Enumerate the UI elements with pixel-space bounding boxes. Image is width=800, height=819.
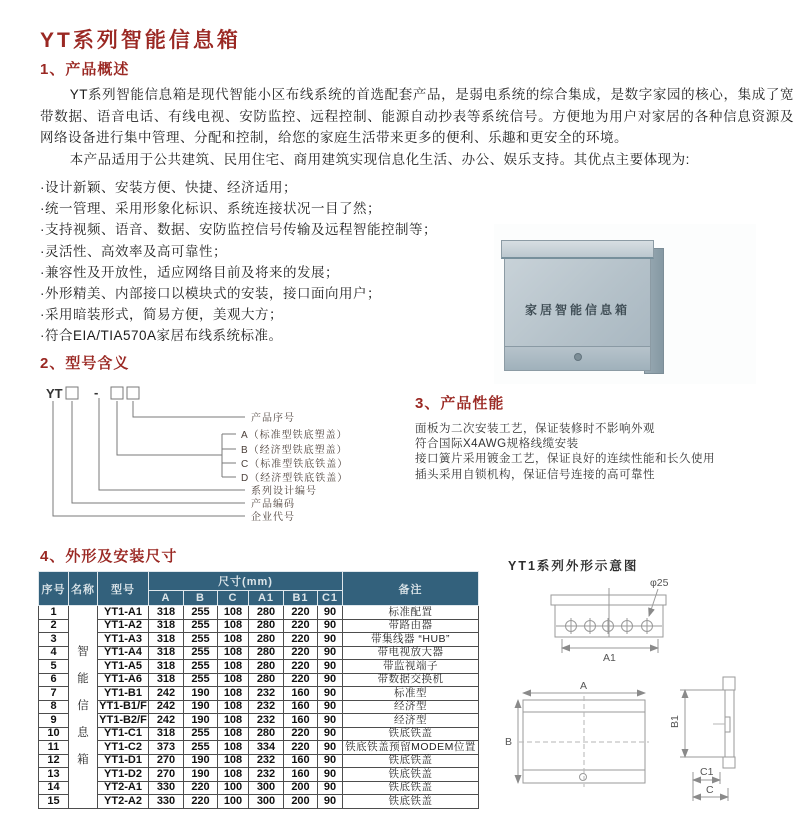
- table-row: [39, 700, 479, 714]
- cell-no: 12: [39, 754, 69, 768]
- model-meaning-diagram: [40, 384, 470, 534]
- cell-no: 9: [39, 714, 69, 728]
- overview-heading: 1、产品概述: [40, 61, 130, 78]
- cell-b1: 160: [284, 687, 318, 701]
- performance-line: 插头采用自锁机构，保证信号连接的高可靠性: [415, 468, 655, 481]
- cell-a: 242: [149, 714, 184, 728]
- cell-b: 190: [184, 768, 218, 782]
- cell-c1: 90: [318, 795, 343, 809]
- cell-c1: 90: [318, 768, 343, 782]
- cell-b: 255: [184, 660, 218, 674]
- cell-a: 318: [149, 727, 184, 741]
- cell-remark: 经济型: [343, 700, 479, 714]
- cell-c1: 90: [318, 781, 343, 795]
- cell-model: YT1-A4: [98, 646, 149, 660]
- cell-a1: 334: [249, 741, 284, 755]
- cell-c1: 90: [318, 714, 343, 728]
- page-title: YT系列智能信息箱: [40, 29, 241, 52]
- cell-b: 255: [184, 673, 218, 687]
- label-type-c: C（标准型铁底铁盖）: [241, 459, 349, 470]
- model-prefix: YT: [46, 386, 63, 401]
- table-row: [39, 781, 479, 795]
- model-meaning-heading: 2、型号含义: [40, 355, 130, 372]
- cell-model: YT1-A2: [98, 619, 149, 633]
- cell-c: 108: [218, 646, 249, 660]
- label-series-design: 系列设计编号: [251, 486, 317, 497]
- cell-b1: 160: [284, 754, 318, 768]
- cell-model: YT2-A2: [98, 795, 149, 809]
- overview-paragraph-1: YT系列智能信息箱是现代智能小区布线系统的首选配套产品，是弱电系统的综合集成，是数字家园的核心，集成了宽带数据、语音电话、有线电视、安防监控、远程控制、能源自动抄表等系统信号。方便地为用户对家居的各种信息资源及网络设备进行集中管理、分配和控制，给您的家庭生活带来更多的便利、乐趣和更安全的环境。: [40, 87, 794, 145]
- table-row: [39, 754, 479, 768]
- table-row: [39, 687, 479, 701]
- cell-a: 318: [149, 633, 184, 647]
- bullet-item: ·采用暗装形式，简易方便，美观大方；: [40, 307, 283, 323]
- bullet-item: ·统一管理、采用形象化标识、系统连接状况一目了然；: [40, 201, 381, 217]
- label-type-b: B（经济型铁底塑盖）: [241, 445, 348, 456]
- model-dash: -: [94, 385, 99, 400]
- cell-a1: 280: [249, 673, 284, 687]
- cell-a: 270: [149, 768, 184, 782]
- cell-a1: 300: [249, 795, 284, 809]
- model-box-1: [66, 387, 78, 399]
- cell-b: 190: [184, 714, 218, 728]
- table-row: [39, 741, 479, 755]
- cell-a: 318: [149, 619, 184, 633]
- bullet-item: ·符合EIA/TIA570A家居布线系统标准。: [40, 328, 283, 344]
- cell-c1: 90: [318, 660, 343, 674]
- cell-remark: 带电视放大器: [343, 646, 479, 660]
- product-box-lid: [501, 240, 654, 259]
- cell-c1: 90: [318, 754, 343, 768]
- col-header-c: C: [218, 591, 249, 606]
- col-header-remark: 备注: [343, 572, 479, 606]
- cell-no: 11: [39, 741, 69, 755]
- cell-no: 8: [39, 700, 69, 714]
- cell-model: YT1-C1: [98, 727, 149, 741]
- col-header-a1: A1: [249, 591, 284, 606]
- col-header-b1: B1: [284, 591, 318, 606]
- cell-b1: 220: [284, 673, 318, 687]
- performance-line: 符合国际X4AWG规格线缆安装: [415, 438, 579, 451]
- cell-model: YT1-D2: [98, 768, 149, 782]
- label-type-a: A（标准型铁底塑盖）: [241, 430, 348, 441]
- cell-b: 190: [184, 700, 218, 714]
- cell-b1: 220: [284, 606, 318, 620]
- cell-model: YT1-B1/F: [99, 700, 147, 712]
- cell-a1: 280: [249, 633, 284, 647]
- dimensions-heading: 4、外形及安装尺寸: [40, 548, 178, 565]
- cell-remark: 铁底铁盖: [343, 781, 479, 795]
- table-row: [39, 768, 479, 782]
- cell-a1: 232: [249, 687, 284, 701]
- cell-model: YT1-A1: [98, 606, 149, 620]
- cell-b1: 220: [284, 741, 318, 755]
- cell-c: 108: [218, 660, 249, 674]
- cell-b1: 160: [284, 714, 318, 728]
- label-company-code: 企业代号: [251, 512, 295, 523]
- dimensions-table: [38, 571, 479, 809]
- dimensions-table-wrap: [38, 571, 479, 809]
- model-box-3: [127, 387, 139, 399]
- cell-model: YT1-A3: [98, 633, 149, 647]
- cell-c1: 90: [318, 633, 343, 647]
- cell-c1: 90: [318, 741, 343, 755]
- cell-no: 13: [39, 768, 69, 782]
- table-row: [39, 795, 479, 809]
- cell-c1: 90: [318, 673, 343, 687]
- lock-icon: [574, 353, 582, 361]
- performance-line: 接口簧片采用镀金工艺，保证良好的连续性能和长久使用: [415, 453, 715, 466]
- bullet-item: ·设计新颖、安装方便、快捷、经济适用；: [40, 180, 297, 195]
- cell-model: YT1-B2/F: [99, 713, 147, 726]
- dim-label-c: C: [706, 784, 714, 796]
- overview-paragraph-2: 本产品适用于公共建筑、民用住宅、商用建筑实现信息化生活、办公、娱乐支持。其优点主要体现为:: [69, 151, 690, 167]
- product-box-label: 家居智能信息箱: [524, 303, 630, 317]
- cell-remark: 铁底铁盖: [343, 795, 479, 809]
- label-type-d: D（经济型铁底铁盖）: [241, 473, 349, 484]
- cell-b: 190: [184, 687, 218, 701]
- cell-b1: 220: [284, 660, 318, 674]
- cell-b1: 200: [284, 795, 318, 809]
- cell-c: 108: [218, 687, 249, 701]
- cell-a: 242: [149, 700, 184, 714]
- bullet-item: ·兼容性及开放性，适应网络目前及将来的发展；: [40, 264, 339, 280]
- cell-c: 108: [218, 619, 249, 633]
- cell-a1: 280: [249, 646, 284, 660]
- cell-a1: 280: [249, 727, 284, 741]
- product-photo: [494, 224, 756, 384]
- col-header-model: 型号: [98, 572, 149, 606]
- cell-b1: 220: [284, 633, 318, 647]
- table-row: [39, 633, 479, 647]
- cell-a: 318: [149, 606, 184, 620]
- cell-a: 318: [149, 660, 184, 674]
- outline-diagram: [495, 572, 795, 817]
- col-header-a: A: [149, 591, 184, 606]
- cell-model: YT1-B1: [98, 687, 149, 701]
- cell-c1: 90: [318, 687, 343, 701]
- cell-c1: 90: [318, 700, 343, 714]
- cell-remark: 带集线器 “HUB”: [343, 633, 479, 647]
- cell-b: 255: [184, 727, 218, 741]
- cell-a1: 232: [249, 768, 284, 782]
- cell-c1: 90: [318, 606, 343, 620]
- cell-b: 255: [184, 633, 218, 647]
- cell-c: 108: [218, 633, 249, 647]
- cell-c: 108: [218, 606, 249, 620]
- cell-no: 1: [39, 606, 69, 620]
- label-product-serial: 产品序号: [251, 413, 295, 424]
- cell-name-merged: 智能信息箱: [69, 606, 98, 809]
- cell-a: 270: [149, 754, 184, 768]
- cell-a: 373: [149, 741, 184, 755]
- performance-line: 面板为二次安装工艺，保证装修时不影响外观: [415, 423, 655, 435]
- cell-model: YT1-A5: [98, 660, 149, 674]
- cell-remark: 铁底铁盖: [343, 768, 479, 782]
- cell-c: 108: [218, 741, 249, 755]
- cell-model: YT1-D1: [98, 754, 149, 768]
- cell-a1: 232: [249, 754, 284, 768]
- cell-no: 5: [39, 660, 69, 674]
- cell-c: 108: [218, 754, 249, 768]
- cell-b1: 200: [284, 781, 318, 795]
- cell-b1: 220: [284, 727, 318, 741]
- cell-remark: 标准型: [343, 687, 479, 701]
- cell-no: 6: [39, 673, 69, 687]
- cell-c1: 90: [318, 619, 343, 633]
- cell-c: 108: [218, 714, 249, 728]
- dim-label-a1: A1: [603, 652, 616, 664]
- table-row: [39, 606, 479, 620]
- cell-a1: 232: [249, 714, 284, 728]
- cell-a: 330: [149, 795, 184, 809]
- cell-b1: 160: [284, 768, 318, 782]
- cell-remark: 带监视端子: [343, 660, 479, 674]
- cell-b: 220: [184, 795, 218, 809]
- overview-body: [40, 84, 794, 170]
- dim-label-c1: C1: [700, 766, 714, 778]
- table-row: [39, 646, 479, 660]
- dim-label-b1: B1: [669, 715, 681, 728]
- cell-b1: 160: [284, 700, 318, 714]
- table-row: [39, 660, 479, 674]
- dim-label-b: B: [505, 736, 513, 748]
- cell-remark: 铁底铁盖: [343, 727, 479, 741]
- cell-a: 330: [149, 781, 184, 795]
- col-header-no: 序号: [39, 572, 69, 606]
- cell-b1: 220: [284, 619, 318, 633]
- table-header-row-1: [39, 572, 479, 591]
- dim-label-phi25: φ25: [650, 577, 669, 589]
- dim-label-a: A: [580, 680, 588, 692]
- table-row: [39, 727, 479, 741]
- cell-no: 15: [39, 795, 69, 809]
- col-header-name: 名称: [69, 572, 98, 606]
- bullet-item: ·支持视频、语音、数据、安防监控信号传输及远程智能控制等；: [40, 222, 437, 238]
- cell-a: 318: [149, 646, 184, 660]
- cell-no: 7: [39, 687, 69, 701]
- cell-a1: 280: [249, 606, 284, 620]
- cell-c: 108: [218, 768, 249, 782]
- cell-a1: 280: [249, 619, 284, 633]
- overview-bullet-list: [40, 177, 510, 347]
- cell-b1: 220: [284, 646, 318, 660]
- cell-model: YT1-C2: [98, 741, 149, 755]
- cell-b: 255: [184, 606, 218, 620]
- cell-c1: 90: [318, 646, 343, 660]
- cell-a: 318: [149, 673, 184, 687]
- cell-b: 255: [184, 619, 218, 633]
- col-header-c1: C1: [318, 591, 343, 606]
- cell-a: 242: [149, 687, 184, 701]
- cell-remark: 标准配置: [343, 606, 479, 620]
- cell-b: 220: [184, 781, 218, 795]
- cell-a1: 300: [249, 781, 284, 795]
- table-row: [39, 673, 479, 687]
- cell-b: 190: [184, 754, 218, 768]
- cell-c: 100: [218, 795, 249, 809]
- cell-c: 108: [218, 700, 249, 714]
- cell-c: 108: [218, 727, 249, 741]
- cell-c1: 90: [318, 727, 343, 741]
- bullet-item: ·外形精美、内部接口以模块式的安装，接口面向用户；: [40, 286, 381, 302]
- cell-no: 10: [39, 727, 69, 741]
- product-box-front: [504, 259, 651, 371]
- cell-model: YT1-A6: [98, 673, 149, 687]
- cell-remark: 带数据交换机: [343, 673, 479, 687]
- cell-b: 255: [184, 646, 218, 660]
- table-row: [39, 619, 479, 633]
- col-header-size: 尺寸(mm): [149, 572, 343, 591]
- cell-no: 2: [39, 619, 69, 633]
- cell-no: 3: [39, 633, 69, 647]
- cell-no: 4: [39, 646, 69, 660]
- cell-c: 100: [218, 781, 249, 795]
- cell-remark: 经济型: [343, 714, 479, 728]
- cell-b: 255: [184, 741, 218, 755]
- cell-a1: 232: [249, 700, 284, 714]
- label-product-code: 产品编码: [251, 499, 295, 510]
- bullet-item: ·灵活性、高效率及高可靠性；: [40, 243, 227, 259]
- table-row: [39, 714, 479, 728]
- cell-model: YT2-A1: [98, 781, 149, 795]
- cell-remark: 铁底铁盖预留MODEM位置: [343, 741, 479, 755]
- model-box-2: [111, 387, 123, 399]
- cell-remark: 铁底铁盖: [343, 754, 479, 768]
- col-header-b: B: [184, 591, 218, 606]
- cell-a1: 280: [249, 660, 284, 674]
- cell-c: 108: [218, 673, 249, 687]
- outline-diagram-title: YT1系列外形示意图: [508, 559, 639, 573]
- performance-list: [415, 422, 785, 483]
- cell-remark: 带路由器: [343, 619, 479, 633]
- cell-no: 14: [39, 781, 69, 795]
- performance-heading: 3、产品性能: [415, 395, 505, 412]
